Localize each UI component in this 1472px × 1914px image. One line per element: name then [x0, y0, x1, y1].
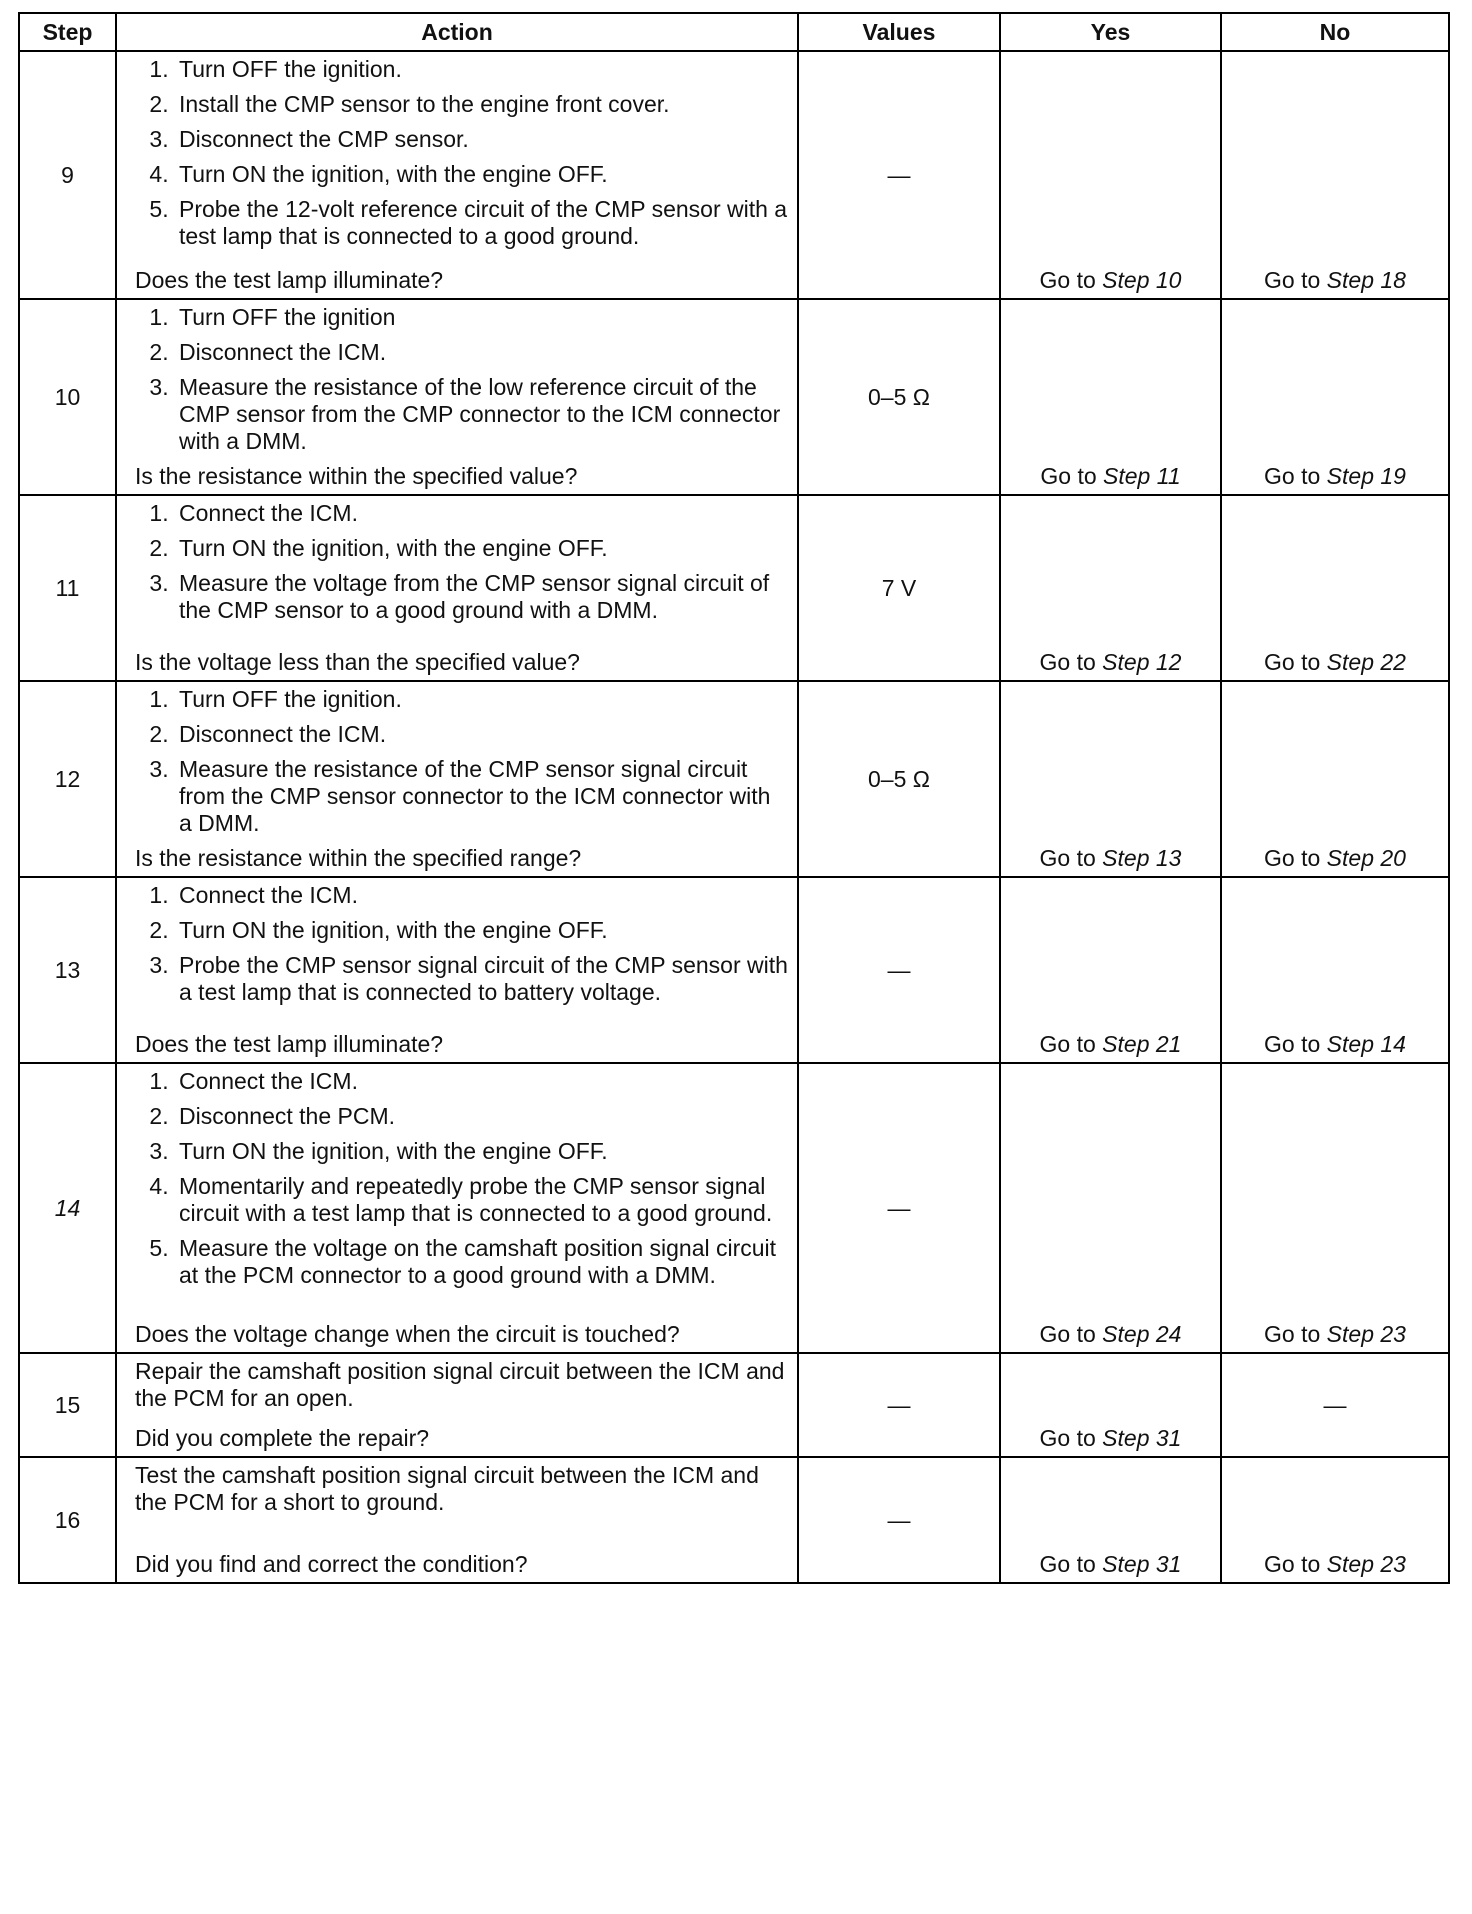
- action-step-item: 1. Turn OFF the ignition.: [175, 686, 789, 713]
- action-step-item: 2. Turn ON the ignition, with the engine OFF.: [175, 535, 789, 562]
- value-cell: 0–5 Ω: [798, 681, 1000, 877]
- goto-step-ref: Step 23: [1326, 1321, 1406, 1347]
- goto-step-ref: Step 19: [1326, 463, 1406, 489]
- action-step-item: 3. Measure the resistance of the low reference circuit of the CMP sensor from the CMP connector to the ICM connector with a DMM.: [175, 374, 789, 455]
- action-step-item: 2. Disconnect the PCM.: [175, 1103, 789, 1130]
- header-step: Step: [19, 13, 116, 51]
- action-steps-list: [135, 686, 789, 845]
- action-step-item: 1. Turn OFF the ignition: [175, 304, 789, 331]
- action-step-item: 2. Turn ON the ignition, with the engine OFF.: [175, 917, 789, 944]
- action-content: [135, 878, 789, 1058]
- step-number: 12: [19, 681, 116, 877]
- step-number: 13: [19, 877, 116, 1063]
- value-cell: —: [798, 1457, 1000, 1583]
- goto-step-ref: Step 11: [1103, 463, 1181, 489]
- table-row: [19, 1063, 1449, 1353]
- action-step-item: 4. Turn ON the ignition, with the engine OFF.: [175, 161, 789, 188]
- step-number: 14: [19, 1063, 116, 1353]
- action-step-item: 2. Disconnect the ICM.: [175, 721, 789, 748]
- action-cell: [116, 877, 798, 1063]
- step-number: 11: [19, 495, 116, 681]
- goto-step-ref: Step 23: [1326, 1551, 1406, 1577]
- action-text: Test the camshaft position signal circuit between the ICM and the PCM for a short to ground.: [135, 1462, 759, 1515]
- action-step-item: 3. Measure the voltage from the CMP sensor signal circuit of the CMP sensor to a good ground with a DMM.: [175, 570, 789, 624]
- goto-step-ref: Step 10: [1102, 267, 1182, 293]
- header-no: No: [1221, 13, 1449, 51]
- action-question: Is the resistance within the specified value?: [135, 463, 578, 489]
- action-question: Is the voltage less than the specified value?: [135, 649, 580, 675]
- goto-step-ref: Step 12: [1102, 649, 1182, 675]
- action-question: Does the test lamp illuminate?: [135, 1031, 444, 1057]
- goto-step-ref: Step 24: [1102, 1321, 1182, 1347]
- goto-step-ref: Step 14: [1326, 1031, 1406, 1057]
- step-number: 9: [19, 51, 116, 299]
- action-steps-list: [135, 1068, 789, 1297]
- action-steps-list: [135, 882, 789, 1014]
- action-step-item: 4. Momentarily and repeatedly probe the CMP sensor signal circuit with a test lamp that is connected to a good ground.: [175, 1173, 789, 1227]
- goto-step-ref: Step 18: [1326, 267, 1406, 293]
- action-step-item: 5. Measure the voltage on the camshaft position signal circuit at the PCM connector to a good ground with a DMM.: [175, 1235, 789, 1289]
- no-outcome: Go to Step 19: [1221, 299, 1449, 495]
- action-step-item: 1. Turn OFF the ignition.: [175, 56, 789, 83]
- action-question: Did you complete the repair?: [135, 1425, 430, 1451]
- goto-step-ref: Step 31: [1102, 1551, 1182, 1577]
- action-cell: [116, 1063, 798, 1353]
- action-step-item: 2. Install the CMP sensor to the engine front cover.: [175, 91, 789, 118]
- no-outcome: —: [1221, 1353, 1449, 1457]
- table-row: [19, 681, 1449, 877]
- header-yes: Yes: [1000, 13, 1221, 51]
- action-cell: [116, 681, 798, 877]
- action-cell: [116, 51, 798, 299]
- value-cell: —: [798, 51, 1000, 299]
- table-row: [19, 299, 1449, 495]
- value-cell: 0–5 Ω: [798, 299, 1000, 495]
- header-values: Values: [798, 13, 1000, 51]
- header-row: [19, 13, 1449, 51]
- no-outcome: Go to Step 22: [1221, 495, 1449, 681]
- action-step-item: 1. Connect the ICM.: [175, 1068, 789, 1095]
- action-cell: [116, 299, 798, 495]
- value-cell: —: [798, 1063, 1000, 1353]
- table-row: [19, 1457, 1449, 1583]
- value-cell: 7 V: [798, 495, 1000, 681]
- no-outcome: Go to Step 14: [1221, 877, 1449, 1063]
- goto-step-ref: Step 20: [1326, 845, 1406, 871]
- action-content: [135, 1354, 789, 1452]
- yes-outcome: Go to Step 12: [1000, 495, 1221, 681]
- step-number: 15: [19, 1353, 116, 1457]
- yes-outcome: Go to Step 11: [1000, 299, 1221, 495]
- no-outcome: Go to Step 18: [1221, 51, 1449, 299]
- table-row: [19, 51, 1449, 299]
- action-content: [135, 1458, 789, 1578]
- action-question: Does the test lamp illuminate?: [135, 267, 444, 293]
- yes-outcome: Go to Step 31: [1000, 1353, 1221, 1457]
- yes-outcome: Go to Step 10: [1000, 51, 1221, 299]
- action-text: Repair the camshaft position signal circuit between the ICM and the PCM for an open.: [135, 1358, 785, 1411]
- no-outcome: Go to Step 23: [1221, 1063, 1449, 1353]
- header-action: Action: [116, 13, 798, 51]
- action-step-item: 3. Disconnect the CMP sensor.: [175, 126, 789, 153]
- table-row: [19, 1353, 1449, 1457]
- goto-step-ref: Step 31: [1102, 1425, 1182, 1451]
- action-steps-list: [135, 56, 789, 258]
- action-content: [135, 300, 789, 490]
- table-row: [19, 495, 1449, 681]
- goto-step-ref: Step 21: [1102, 1031, 1182, 1057]
- action-step-item: 3. Turn ON the ignition, with the engine OFF.: [175, 1138, 789, 1165]
- value-cell: —: [798, 877, 1000, 1063]
- action-step-item: 1. Connect the ICM.: [175, 882, 789, 909]
- action-content: [135, 682, 789, 872]
- action-step-item: 1. Connect the ICM.: [175, 500, 789, 527]
- action-question: Did you find and correct the condition?: [135, 1551, 528, 1577]
- action-question: Does the voltage change when the circuit is touched?: [135, 1321, 680, 1347]
- step-number: 16: [19, 1457, 116, 1583]
- action-question: Is the resistance within the specified range?: [135, 845, 582, 871]
- action-step-item: 5. Probe the 12-volt reference circuit of the CMP sensor with a test lamp that is connected to a good ground.: [175, 196, 789, 250]
- action-steps-list: [135, 500, 789, 632]
- action-content: [135, 52, 789, 294]
- step-number: 10: [19, 299, 116, 495]
- action-step-item: 2. Disconnect the ICM.: [175, 339, 789, 366]
- table-body: [19, 51, 1449, 1583]
- value-cell: —: [798, 1353, 1000, 1457]
- no-outcome: Go to Step 20: [1221, 681, 1449, 877]
- goto-step-ref: Step 13: [1102, 845, 1182, 871]
- action-cell: [116, 495, 798, 681]
- yes-outcome: Go to Step 13: [1000, 681, 1221, 877]
- table-row: [19, 877, 1449, 1063]
- action-content: [135, 496, 789, 676]
- goto-step-ref: Step 22: [1326, 649, 1406, 675]
- action-steps-list: [135, 304, 789, 463]
- action-cell: [116, 1457, 798, 1583]
- diagnostic-table: [18, 12, 1450, 1584]
- no-outcome: Go to Step 23: [1221, 1457, 1449, 1583]
- action-cell: [116, 1353, 798, 1457]
- action-content: [135, 1064, 789, 1348]
- yes-outcome: Go to Step 21: [1000, 877, 1221, 1063]
- action-step-item: 3. Probe the CMP sensor signal circuit of the CMP sensor with a test lamp that is connected to battery voltage.: [175, 952, 789, 1006]
- yes-outcome: Go to Step 31: [1000, 1457, 1221, 1583]
- action-step-item: 3. Measure the resistance of the CMP sensor signal circuit from the CMP sensor connector to the ICM connector with a DMM.: [175, 756, 789, 837]
- yes-outcome: Go to Step 24: [1000, 1063, 1221, 1353]
